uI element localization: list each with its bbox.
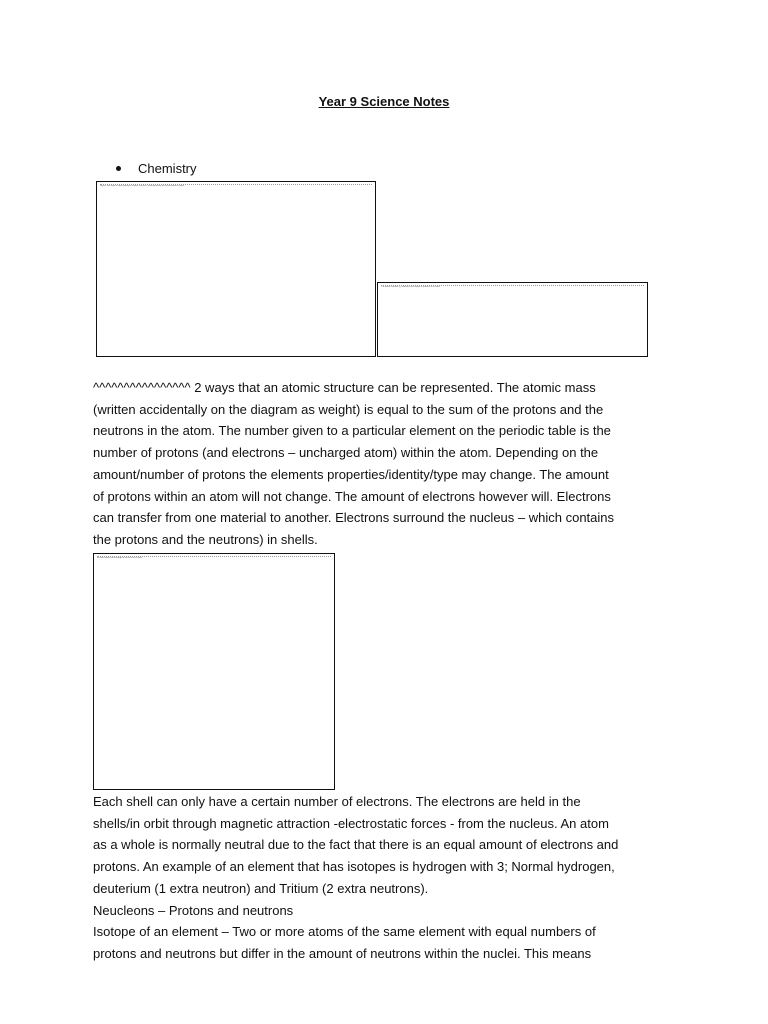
text-line: protons and neutrons but differ in the amount of neutrons within the nuclei. This means: [93, 945, 592, 961]
text-line: can transfer from one material to another. Electrons surround the nucleus – which contains: [93, 510, 615, 526]
text-line: amount/number of protons the elements properties/identity/type may change. The amount: [93, 466, 609, 482]
figure-caption: Electron shells surrounding the nucleus of an atom: [97, 556, 331, 559]
paragraph-atomic-structure: [93, 377, 678, 551]
text-line: shells/in orbit through magnetic attraction -electrostatic forces - from the nucleus. An atom: [93, 815, 609, 831]
text-line: deuterium (1 extra neutron) and Tritium (2 extra neutrons).: [93, 880, 429, 896]
text-line: Isotope of an element – Two or more atoms of the same element with equal numbers of: [93, 924, 596, 940]
page-title: Year 9 Science Notes: [318, 94, 450, 109]
text-line: (written accidentally on the diagram as weight) is equal to the sum of the protons and the: [93, 401, 604, 417]
atomic-number-figure: [377, 282, 648, 357]
text-line: number of protons (and electrons – uncharged atom) within the atom. Depending on the: [93, 445, 599, 461]
figure-caption: Figure: two ways of representing an atomic structure, showing atomic mass and atomic number: [100, 184, 372, 187]
text-line: ^^^^^^^^^^^^^^^^ 2 ways that an atomic structure can be represented. The atomic mass: [93, 380, 596, 395]
text-line: the protons and the neutrons) in shells.: [93, 531, 318, 547]
atomic-structure-figure: [96, 181, 376, 357]
text-line: as a whole is normally neutral due to the fact that there is an equal amount of electrons and: [93, 837, 619, 853]
bullet-label: Chemistry: [138, 161, 197, 176]
figure-caption: The atomic number (Z) indicates the number of protons in an atom: [381, 285, 644, 288]
bullet-item-chemistry: [116, 161, 197, 176]
text-line: protons. An example of an element that has isotopes is hydrogen with 3; Normal hydrogen,: [93, 859, 615, 875]
text-line: Each shell can only have a certain number of electrons. The electrons are held in the: [93, 794, 581, 809]
electron-shells-figure: [93, 553, 335, 790]
text-line: Neucleons – Protons and neutrons: [93, 902, 294, 918]
bullet-dot-icon: [116, 166, 121, 171]
text-line: neutrons in the atom. The number given to a particular element on the periodic table is the: [93, 423, 611, 439]
paragraph-electron-shells: [93, 791, 678, 965]
text-line: of protons within an atom will not change. The amount of electrons however will. Electrons: [93, 488, 611, 504]
